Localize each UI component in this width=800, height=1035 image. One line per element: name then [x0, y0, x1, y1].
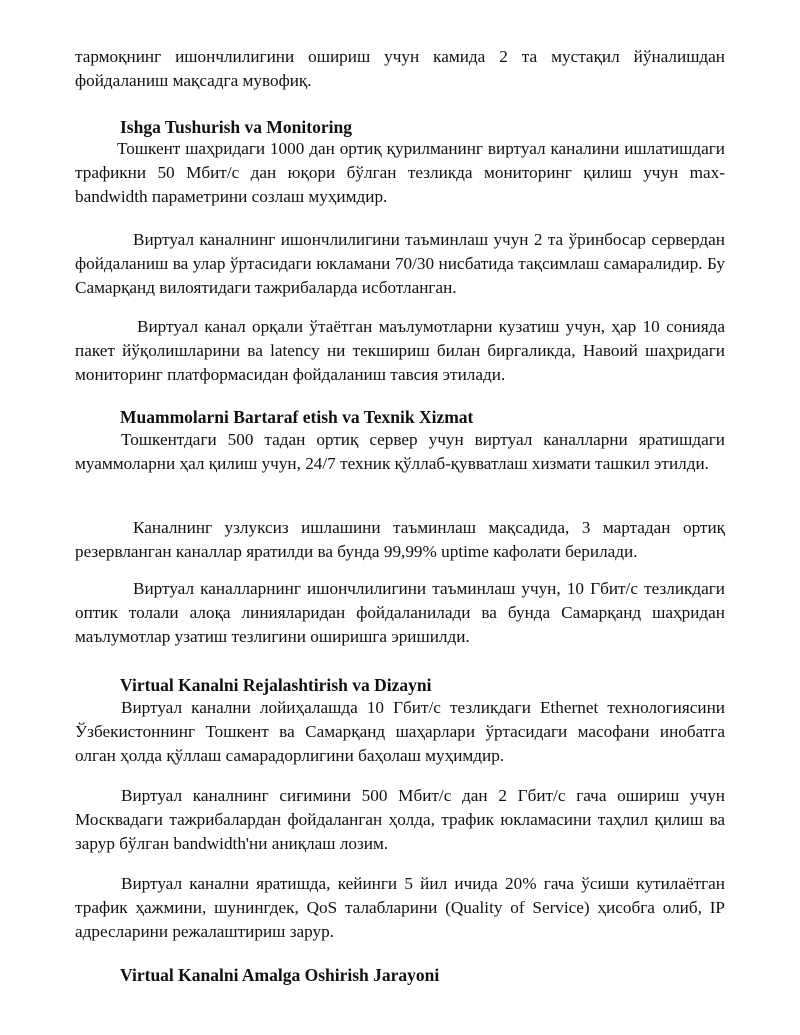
paragraph-3-0: Виртуал канални лойиҳалашда 10 Гбит/с тезликдаги Ethernet технологиясини Ўзбекистоннинг Тошкент ва Самарқанд шаҳарлари ўртасидаги масофани инобатга олган ҳолда қўллаш самарадорлигини баҳолаш муҳимдир. — [75, 698, 725, 765]
paragraph-2-2: Виртуал каналларнинг ишончлилигини таъминлаш учун, 10 Гбит/с тезликдаги оптик толали алоқа линияларидан фойдаланилади ва бунда Самарқанд шаҳридан маълумотлар узатиш тезлигини оширишга эришилди. — [75, 579, 725, 646]
paragraph-1-0: Тошкент шаҳридаги 1000 дан ортиқ қурилманинг виртуал каналини ишлатишдаги трафикни 50 Мбит/с дан юқори бўлган тезликда мониторинг қилиш учун max-bandwidth параметрини созлаш муҳимдир. — [75, 139, 725, 206]
heading-planning: Virtual Kanalni Rejalashtirish va Dizayni — [120, 675, 432, 695]
paragraph-2-0: Тошкентдаги 500 тадан ортиқ сервер учун виртуал каналларни яратишдаги муаммоларни ҳал қилиш учун, 24/7 техник қўллаб-қувватлаш хизмати ташкил этилди. — [75, 430, 725, 473]
heading-implementation: Virtual Kanalni Amalga Oshirish Jarayoni — [120, 965, 440, 985]
heading-monitoring: Ishga Tushurish va Monitoring — [120, 117, 352, 137]
paragraph-1-2: Виртуал канал орқали ўтаётган маълумотларни кузатиш учун, ҳар 10 сонияда пакет йўқолишларини ва latency ни текшириш билан биргаликда, Навоий шаҳридаги мониторинг платформасидан фойдаланиш тавсия этилади. — [75, 317, 725, 384]
paragraph-3-2: Виртуал канални яратишда, кейинги 5 йил ичида 20% гача ўсиши кутилаётган трафик ҳажмини, шунингдек, QoS талабларини (Quality of Service) ҳисобга олиб, IP адресларини режалаштириш зарур. — [75, 874, 725, 941]
paragraph-2-1: Каналнинг узлуксиз ишлашини таъминлаш мақсадида, 3 мартадан ортиқ резервланган каналлар яратилди ва бунда 99,99% uptime кафолати берилади. — [75, 518, 725, 561]
paragraph-1-1: Виртуал каналнинг ишончлилигини таъминлаш учун 2 та ўринбосар сервердан фойдаланиш ва улар ўртасидаги юкламани 70/30 нисбатида тақсимлаш самаралидир. Бу Самарқанд вилоятидаги тажрибаларда исботланган. — [75, 230, 725, 297]
heading-troubleshooting: Muammolarni Bartaraf etish va Texnik Xizmat — [120, 407, 474, 427]
paragraph-0-0: тармоқнинг ишончлилигини ошириш учун камида 2 та мустақил йўналишдан фойдаланиш мақсадга мувофиқ. — [75, 47, 725, 90]
paragraph-3-1: Виртуал каналнинг сиғимини 500 Мбит/с дан 2 Гбит/с гача ошириш учун Москвадаги тажрибалардан фойдаланган ҳолда, трафик юкламасини таҳлил қилиш ва зарур бўлган bandwidth'ни аниқлаш лозим. — [75, 786, 725, 853]
